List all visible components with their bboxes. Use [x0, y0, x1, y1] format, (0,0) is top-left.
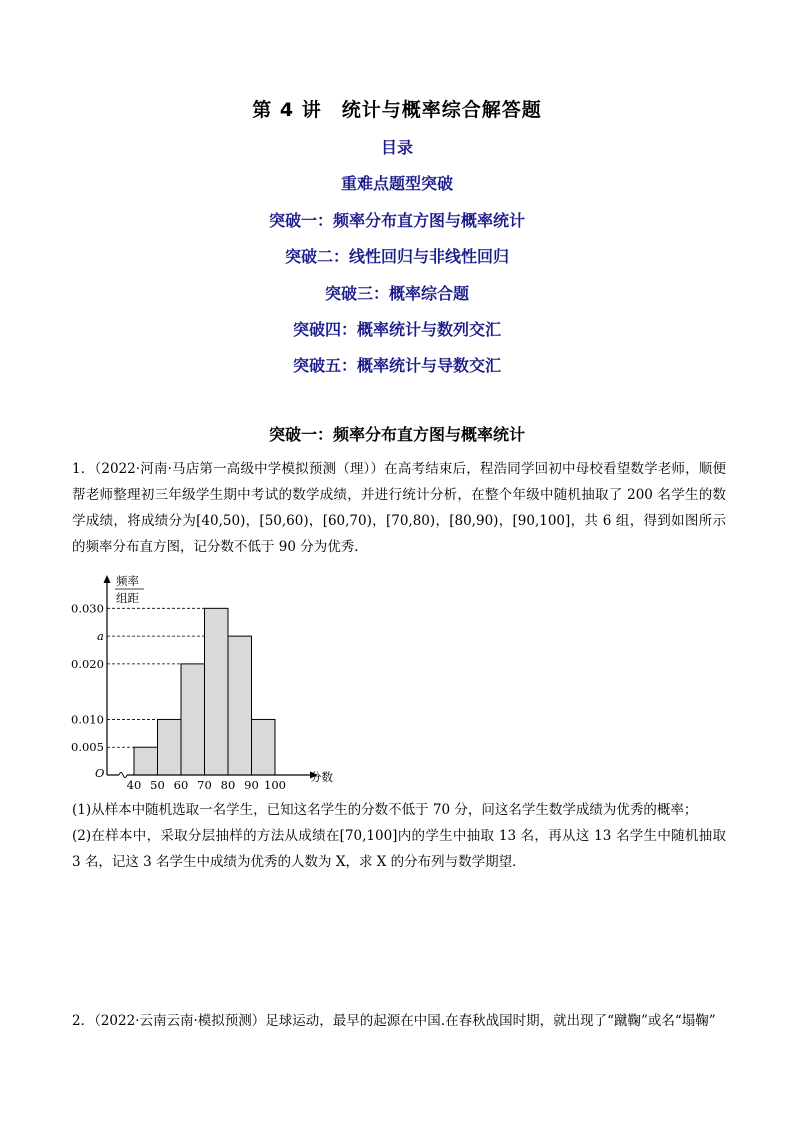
x-tick-label: 100 [264, 778, 286, 790]
toc-item-key-types[interactable]: 重难点题型突破 [340, 174, 453, 194]
section-heading: 突破一：频率分布直方图与概率统计 [268, 425, 525, 444]
histogram-bar [252, 719, 276, 775]
problem-2-source: （2022·云南云南·模拟预测） [94, 1013, 266, 1029]
toc-item-breakthrough-2[interactable]: 突破二：线性回归与非线性回归 [284, 247, 509, 267]
x-axis-label: 分数 [310, 770, 333, 784]
axis-break-mark [119, 773, 127, 778]
x-tick-label: 60 [173, 778, 189, 790]
y-tick-label: 0.010 [71, 712, 104, 727]
histogram-bar [181, 664, 205, 775]
histogram-bar [134, 747, 158, 775]
histogram-bar [158, 719, 182, 775]
histogram-bar [205, 608, 229, 775]
x-tick-label: 70 [197, 778, 212, 790]
y-tick-label: a [97, 629, 104, 644]
y-tick-label: 0.005 [71, 740, 104, 755]
toc-item-breakthrough-4[interactable]: 突破四：概率统计与数列交汇 [292, 319, 501, 339]
problem-1-question-2: (2)在样本中，采取分层抽样的方法从成绩在[70,100]内的学生中抽取 13 名，再从这 13 名学生中随机抽取 3 名，记这 3 名学生中成绩为优秀的人数为 X，求 X 的分布列与数学期望． [72, 828, 726, 870]
problem-2-intro [72, 1008, 726, 1034]
y-axis-label-top: 频率 [116, 574, 139, 588]
toc-item-breakthrough-1[interactable]: 突破一：频率分布直方图与概率统计 [268, 210, 525, 230]
y-axis-arrow [104, 575, 111, 583]
x-tick-label: 40 [126, 778, 142, 790]
problem-1-questions [72, 797, 726, 875]
toc-item-breakthrough-5[interactable]: 突破五：概率统计与导数交汇 [292, 356, 501, 376]
toc-item-breakthrough-3[interactable]: 突破三：概率综合题 [324, 283, 469, 303]
problem-1-number: 1． [72, 461, 95, 477]
toc-heading[interactable]: 目录 [380, 138, 413, 157]
x-tick-label: 50 [150, 778, 165, 790]
x-tick-label: 90 [244, 778, 259, 790]
problem-2-text: 足球运动，最早的起源在中国.在春秋战国时期，就出现了“蹴鞠”或名“塌鞠” [265, 1013, 716, 1029]
y-axis-label-bottom: 组距 [116, 591, 139, 605]
histogram-bar [228, 636, 252, 775]
origin-label: O [95, 766, 105, 780]
problem-1-text: 在高考结束后，程浩同学回初中母校看望数学老师，顺便帮老师整理初三年级学生期中考试的数学成绩，并进行统计分析，在整个年级中随机抽取了 200 名学生的数学成绩，将成绩分为[40,50)，[50,60)，[60,70)，[70,80)，[80,90)，[90,100]，共 6 组，得到如图所示的频率分布直方图，记分数不低于 90 分为优秀． [72, 461, 726, 555]
y-tick-label: 0.020 [71, 656, 104, 671]
page-title: 第 4 讲 统计与概率综合解答题 [252, 99, 542, 121]
y-tick-label: 0.030 [71, 601, 104, 616]
table-of-contents [0, 135, 794, 390]
problem-2-number: 2． [72, 1013, 95, 1029]
x-tick-label: 80 [220, 778, 236, 790]
problem-1-intro [72, 456, 726, 560]
histogram-chart [64, 572, 336, 790]
problem-1-question-1: (1)从样本中随机选取一名学生，已知这名学生的分数不低于 70 分，问这名学生数学成绩为优秀的概率； [72, 802, 698, 818]
problem-1-source: （2022·河南·马店第一高级中学模拟预测（理）） [94, 461, 385, 477]
